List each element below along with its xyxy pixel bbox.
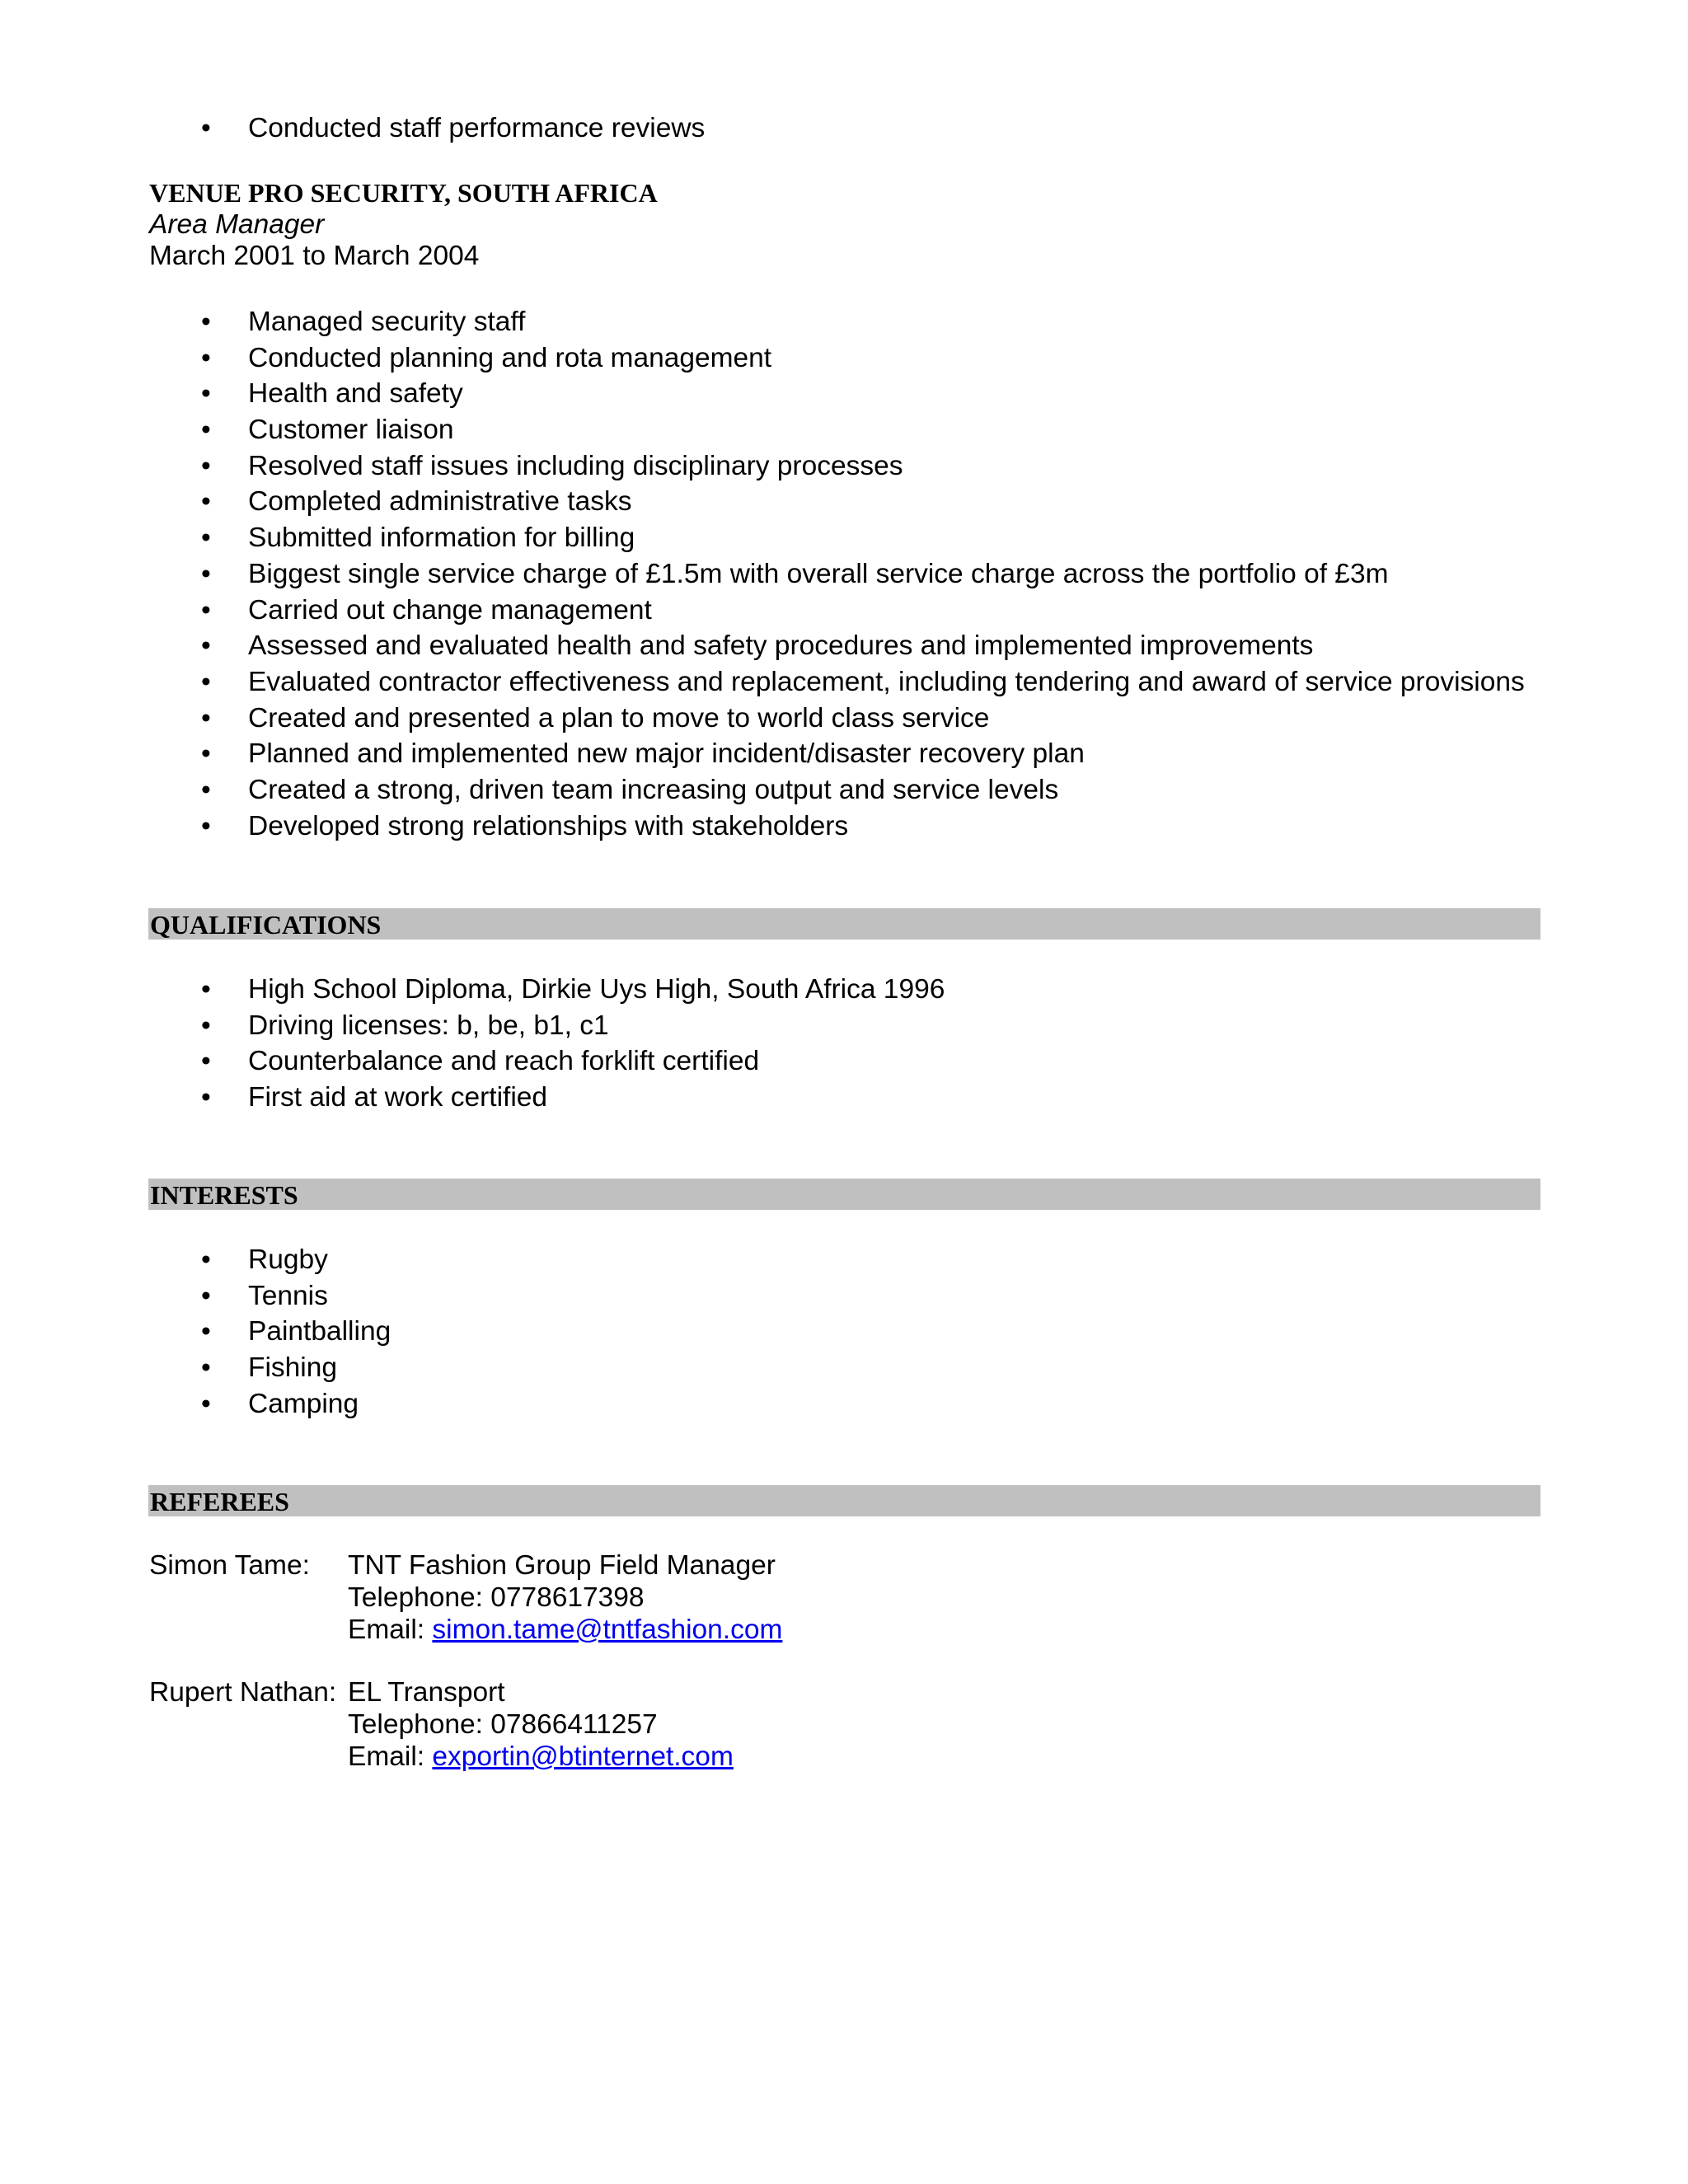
interests-heading: INTERESTS <box>148 1179 1540 1210</box>
referee-name: Simon Tame: <box>149 1550 310 1581</box>
list-item: • Assessed and evaluated health and safety procedures and implemented improvements <box>149 628 1525 664</box>
list-item: • Fishing <box>149 1350 391 1386</box>
list-item: • Conducted staff performance reviews <box>149 110 705 147</box>
list-item: • Tennis <box>149 1278 391 1315</box>
referee-email-line <box>348 1741 734 1773</box>
referee-organisation: TNT Fashion Group Field Manager <box>348 1550 776 1581</box>
list-item: • Evaluated contractor effectiveness and replacement, including tendering and award of service provisions <box>149 664 1525 701</box>
bullet-icon: • <box>201 738 211 770</box>
bullet-icon: • <box>201 307 211 337</box>
referee-name: Rupert Nathan: <box>149 1677 337 1708</box>
list-item: • Created and presented a plan to move to world class service <box>149 701 1525 737</box>
interests-list <box>149 1242 391 1422</box>
bullet-icon: • <box>201 523 211 554</box>
job-bullets <box>149 304 1525 844</box>
bullet-icon: • <box>201 558 211 589</box>
list-item: • High School Diploma, Dirkie Uys High, South Africa 1996 <box>149 972 945 1008</box>
job-dates: March 2001 to March 2004 <box>149 241 480 271</box>
list-item: • Submitted information for billing <box>149 520 1525 556</box>
bullet-icon: • <box>201 974 211 1005</box>
list-item: • Health and safety <box>149 376 1525 412</box>
list-item: • Planned and implemented new major incident/disaster recovery plan <box>149 736 1525 772</box>
bullet-icon: • <box>201 486 211 518</box>
referee-details <box>348 1549 782 1646</box>
qualifications-heading: QUALIFICATIONS <box>148 908 1540 940</box>
list-item: • Developed strong relationships with stakeholders <box>149 808 1525 845</box>
referee-telephone: Telephone: 07866411257 <box>348 1709 658 1740</box>
bullet-icon: • <box>201 1082 211 1113</box>
bullet-icon: • <box>201 774 211 805</box>
bullet-icon: • <box>201 450 211 481</box>
bullet-icon: • <box>201 1280 211 1311</box>
email-label: Email: <box>348 1741 433 1772</box>
bullet-icon: • <box>201 415 211 446</box>
list-item: • Biggest single service charge of £1.5m with overall service charge across the portfolio of £3m <box>149 556 1525 593</box>
bullet-icon: • <box>201 113 211 143</box>
job-title: Area Manager <box>149 209 325 240</box>
referee-organisation: EL Transport <box>348 1677 505 1708</box>
bullet-icon: • <box>201 1244 211 1275</box>
list-item: • Resolved staff issues including disciplinary processes <box>149 448 1525 485</box>
referee-telephone: Telephone: 0778617398 <box>348 1582 645 1613</box>
email-label: Email: <box>348 1615 433 1645</box>
bullet-icon: • <box>201 1316 211 1347</box>
list-item: • Camping <box>149 1386 391 1422</box>
referee-email-link[interactable]: simon.tame@tntfashion.com <box>432 1615 783 1645</box>
company-name: VENUE PRO SECURITY, SOUTH AFRICA <box>149 178 658 208</box>
previous-job-bullets <box>149 110 705 147</box>
list-item: • Completed administrative tasks <box>149 484 1525 520</box>
list-item: • Carried out change management <box>149 593 1525 629</box>
bullet-icon: • <box>201 702 211 733</box>
bullet-icon: • <box>201 594 211 626</box>
referee-email-link[interactable]: exportin@btinternet.com <box>432 1741 734 1772</box>
list-item: • Driving licenses: b, be, b1, c1 <box>149 1008 945 1044</box>
bullet-icon: • <box>201 1046 211 1077</box>
referee-details <box>348 1676 734 1773</box>
referees-heading: REFEREES <box>148 1485 1540 1516</box>
bullet-icon: • <box>201 378 211 410</box>
list-item: • Customer liaison <box>149 412 1525 448</box>
bullet-icon: • <box>201 630 211 662</box>
bullet-icon: • <box>201 1388 211 1419</box>
bullet-icon: • <box>201 342 211 373</box>
referee-email-line <box>348 1614 782 1646</box>
list-item: • First aid at work certified <box>149 1080 945 1116</box>
list-item: • Rugby <box>149 1242 391 1278</box>
qualifications-list <box>149 972 945 1116</box>
list-item: • Paintballing <box>149 1314 391 1350</box>
list-item: • Counterbalance and reach forklift certified <box>149 1043 945 1080</box>
list-item: • Conducted planning and rota management <box>149 340 1525 377</box>
bullet-icon: • <box>201 1352 211 1384</box>
bullet-icon: • <box>201 666 211 697</box>
bullet-icon: • <box>201 810 211 841</box>
list-item: • Created a strong, driven team increasing output and service levels <box>149 772 1525 808</box>
bullet-icon: • <box>201 1010 211 1041</box>
list-item: • Managed security staff <box>149 304 1525 340</box>
